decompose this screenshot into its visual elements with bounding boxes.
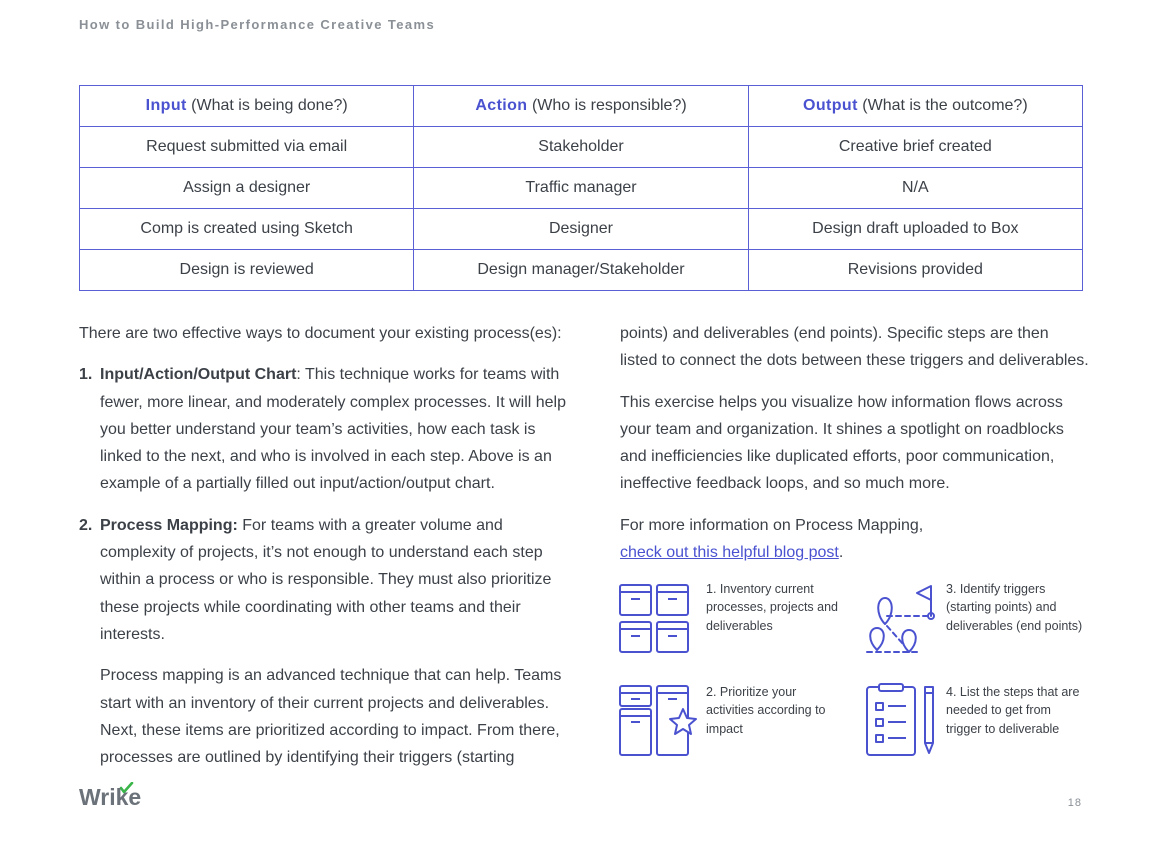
table-row <box>80 127 1083 168</box>
process-mapping-steps <box>618 578 1088 763</box>
table-cell: Design is reviewed <box>80 250 414 291</box>
list-item-process-mapping <box>79 512 579 772</box>
table-row <box>80 209 1083 250</box>
checklist-pencil-icon <box>863 681 943 761</box>
intro-paragraph: There are two effective ways to document your existing process(es): <box>79 325 562 342</box>
table-row <box>80 168 1083 209</box>
list-item-title: Input/Action/Output Chart <box>100 366 297 384</box>
table-row <box>80 250 1083 291</box>
header-cell-action: Action (Who is responsible?) <box>414 86 748 127</box>
table-cell: Comp is created using Sketch <box>80 209 414 250</box>
list-number: 1. <box>79 366 93 384</box>
table-cell: Revisions provided <box>748 250 1082 291</box>
list-item-text: Input/Action/Output Chart: This technique works for teams with fewer, more linear, and moderately complex processes. It will help you better understand your team’s activities, how each task is linked to the next, and who is involved in each step. Above is an example of a partially filled out input/action/output chart. <box>100 366 566 493</box>
process-mapping-paragraph: Process mapping is an advanced technique that can help. Teams start with an inventory of their current projects and deliverables. Next, these items are prioritized according to impact. From there, processes are outlined by identifying their triggers (starting <box>100 667 562 767</box>
input-action-output-table <box>79 85 1083 291</box>
list-item-text: Process Mapping: For teams with a greater volume and complexity of projects, it’s not enough to understand each step within a process or who is responsible. They must also prioritize these projects while coordinating with other teams and their interests. <box>100 516 552 643</box>
list-item-title: Process Mapping: <box>100 516 238 534</box>
step-label: 2. Prioritize your activities according to impact <box>706 685 826 736</box>
list-item-iao-chart <box>79 361 579 497</box>
left-text-column <box>79 320 579 771</box>
table-cell: Traffic manager <box>414 168 748 209</box>
table-cell: Assign a designer <box>80 168 414 209</box>
more-info-paragraph: For more information on Process Mapping, check out this helpful blog post. <box>620 516 924 562</box>
document-header-title: How to Build High-Performance Creative Teams <box>79 17 436 32</box>
table-cell: Creative brief created <box>748 127 1082 168</box>
step-label: 3. Identify triggers (starting points) and deliverables (end points) <box>946 582 1083 633</box>
right-text-column <box>620 320 1090 566</box>
blog-post-link[interactable]: check out this helpful blog post <box>620 544 839 562</box>
continuation-paragraph: points) and deliverables (end points). Specific steps are then listed to connect the dots between these triggers and deliverables. <box>620 325 1089 370</box>
prioritize-star-icon <box>618 681 698 761</box>
page-number: 18 <box>1067 797 1082 809</box>
table-cell: Stakeholder <box>414 127 748 168</box>
logo-wordmark: Wrike <box>79 784 142 810</box>
inventory-boxes-icon <box>618 578 692 656</box>
table-cell: Design manager/Stakeholder <box>414 250 748 291</box>
wrike-logo <box>79 782 149 815</box>
step-label: 4. List the steps that are needed to get from trigger to deliverable <box>946 685 1080 736</box>
step-prioritize <box>618 681 848 761</box>
step-identify-triggers <box>863 578 1093 658</box>
map-flag-icon <box>863 578 937 658</box>
step-label: 1. Inventory current processes, projects and deliverables <box>706 582 839 633</box>
header-cell-output: Output (What is the outcome?) <box>748 86 1082 127</box>
table-cell: Design draft uploaded to Box <box>748 209 1082 250</box>
table-cell: N/A <box>748 168 1082 209</box>
header-cell-input: Input (What is being done?) <box>80 86 414 127</box>
step-inventory <box>618 578 848 658</box>
table-cell: Request submitted via email <box>80 127 414 168</box>
table-header-row <box>80 86 1083 127</box>
step-list-steps <box>863 681 1093 761</box>
table-cell: Designer <box>414 209 748 250</box>
list-number: 2. <box>79 516 93 534</box>
wrike-logo-mark <box>79 782 149 810</box>
visualize-paragraph: This exercise helps you visualize how information flows across your team and organization. It shines a spotlight on roadblocks and inefficiencies like duplicated efforts, poor communication, ineffective feedback loops, and so much more. <box>620 393 1064 493</box>
